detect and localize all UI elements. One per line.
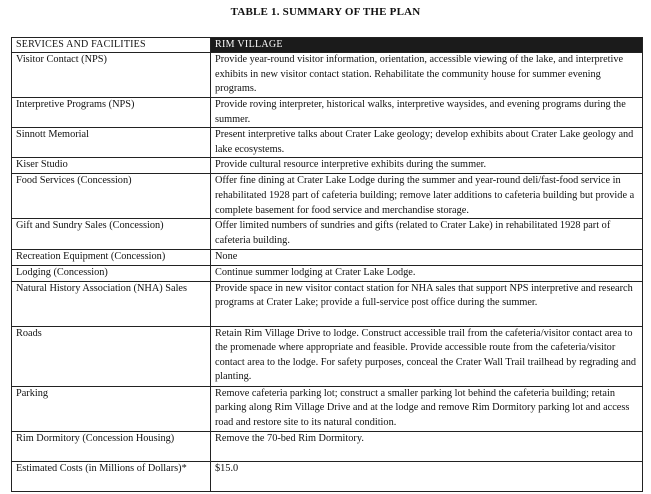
table-row xyxy=(12,249,643,265)
service-cell: Visitor Contact (NPS) xyxy=(12,53,211,98)
table-row xyxy=(12,174,643,219)
service-cell: Recreation Equipment (Concession) xyxy=(12,249,211,265)
plan-cell: Remove the 70-bed Rim Dormitory. xyxy=(211,431,643,461)
service-cell: Food Services (Concession) xyxy=(12,174,211,219)
service-cell: Lodging (Concession) xyxy=(12,265,211,281)
plan-cell: Provide space in new visitor contact station for NHA sales that support NPS interpretive and research programs at Crater Lake; provide a full-service post office during the summer. xyxy=(211,281,643,326)
service-cell: Interpretive Programs (NPS) xyxy=(12,98,211,128)
table-row xyxy=(12,219,643,249)
service-cell: Estimated Costs (in Millions of Dollars)* xyxy=(12,461,211,491)
table-row xyxy=(12,461,643,491)
service-cell: Parking xyxy=(12,386,211,431)
table-row xyxy=(12,265,643,281)
table-row xyxy=(12,98,643,128)
plan-cell: None xyxy=(211,249,643,265)
plan-cell: $15.0 xyxy=(211,461,643,491)
table-row xyxy=(12,431,643,461)
service-cell: Gift and Sundry Sales (Concession) xyxy=(12,219,211,249)
plan-cell: Remove cafeteria parking lot; construct a smaller parking lot behind the cafeteria building; retain parking along Rim Village Drive and at the lodge and remove Rim Dormitory parking lot and access road and restore site to its natural condition. xyxy=(211,386,643,431)
summary-table xyxy=(11,37,643,492)
plan-cell: Offer fine dining at Crater Lake Lodge during the summer and year-round deli/fast-food service in rehabilitated 1928 part of cafeteria building; remove later additions to cafeteria building but provide a complete basement for food service and merchandise storage. xyxy=(211,174,643,219)
service-cell: Rim Dormitory (Concession Housing) xyxy=(12,431,211,461)
table-row xyxy=(12,158,643,174)
table-header-row xyxy=(12,38,643,53)
table-row xyxy=(12,53,643,98)
table-row xyxy=(12,281,643,326)
table-row xyxy=(12,128,643,158)
plan-cell: Provide roving interpreter, historical walks, interpretive waysides, and evening programs during the summer. xyxy=(211,98,643,128)
service-cell: Natural History Association (NHA) Sales xyxy=(12,281,211,326)
plan-cell: Continue summer lodging at Crater Lake Lodge. xyxy=(211,265,643,281)
plan-cell: Retain Rim Village Drive to lodge. Construct accessible trail from the cafeteria/visitor contact area to the promenade where appropriate and feasible. Provide accessible route from the cafeteria/visitor contact area to the lodge. For safety purposes, conceal the Crater Wall Trail trailhead by regrading and planting. xyxy=(211,326,643,386)
header-rim-village: RIM VILLAGE xyxy=(211,38,643,53)
service-cell: Roads xyxy=(12,326,211,386)
service-cell: Sinnott Memorial xyxy=(12,128,211,158)
plan-cell: Provide year-round visitor information, orientation, accessible viewing of the lake, and interpretive exhibits in new visitor contact station. Rehabilitate the community house for summer evening programs. xyxy=(211,53,643,98)
plan-cell: Offer limited numbers of sundries and gifts (related to Crater Lake) in rehabilitated 1928 part of cafeteria building. xyxy=(211,219,643,249)
plan-cell: Present interpretive talks about Crater Lake geology; develop exhibits about Crater Lake geology and lake ecosystems. xyxy=(211,128,643,158)
table-row xyxy=(12,386,643,431)
service-cell: Kiser Studio xyxy=(12,158,211,174)
table-row xyxy=(12,326,643,386)
header-services: SERVICES AND FACILITIES xyxy=(12,38,211,53)
table-title: TABLE 1. SUMMARY OF THE PLAN xyxy=(230,6,421,18)
plan-cell: Provide cultural resource interpretive exhibits during the summer. xyxy=(211,158,643,174)
